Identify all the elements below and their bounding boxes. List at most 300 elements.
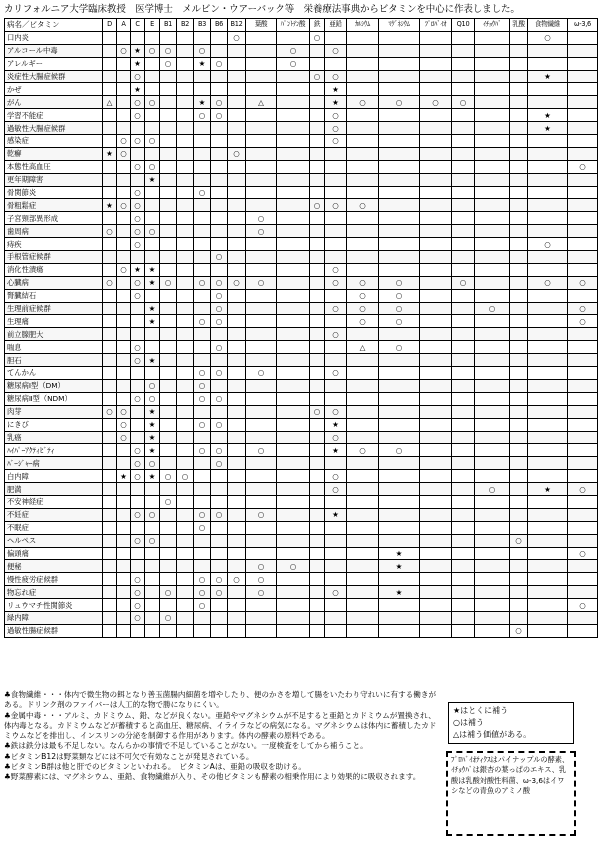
table-cell bbox=[510, 109, 528, 122]
table-cell bbox=[310, 328, 325, 341]
table-cell: ○ bbox=[379, 276, 420, 289]
table-cell: ○ bbox=[177, 470, 194, 483]
table-cell: ○ bbox=[131, 225, 145, 238]
table-cell bbox=[475, 392, 510, 405]
table-cell: ○ bbox=[194, 573, 211, 586]
column-header: ｲﾁｮｳﾊﾞ bbox=[475, 19, 510, 32]
table-cell bbox=[160, 431, 177, 444]
table-cell bbox=[475, 122, 510, 135]
table-cell bbox=[277, 160, 310, 173]
table-row bbox=[5, 599, 598, 612]
table-cell bbox=[528, 57, 568, 70]
table-cell: ★ bbox=[325, 508, 347, 521]
table-cell bbox=[145, 199, 160, 212]
table-cell bbox=[568, 147, 598, 160]
table-cell bbox=[103, 251, 117, 264]
table-cell bbox=[117, 302, 131, 315]
table-cell bbox=[568, 212, 598, 225]
table-cell bbox=[325, 31, 347, 44]
table-cell bbox=[379, 238, 420, 251]
note-iron: ♣鉄は鉄分は最も不足しない。なんらかの事情で不足していることがない。一度検査をしてから補うこと。 bbox=[4, 741, 368, 751]
table-cell bbox=[211, 521, 228, 534]
table-cell bbox=[510, 547, 528, 560]
table-cell bbox=[246, 470, 277, 483]
table-cell bbox=[160, 315, 177, 328]
table-cell: ★ bbox=[145, 418, 160, 431]
table-cell bbox=[420, 624, 452, 637]
condition-name: 物忘れ症 bbox=[5, 586, 103, 599]
table-cell bbox=[510, 599, 528, 612]
table-cell bbox=[310, 444, 325, 457]
table-cell bbox=[177, 354, 194, 367]
table-cell bbox=[103, 122, 117, 135]
table-cell bbox=[528, 135, 568, 148]
table-cell bbox=[310, 521, 325, 534]
table-cell: ○ bbox=[568, 302, 598, 315]
table-cell bbox=[568, 444, 598, 457]
table-cell bbox=[325, 379, 347, 392]
table-cell bbox=[475, 586, 510, 599]
table-cell: ○ bbox=[568, 547, 598, 560]
table-cell bbox=[528, 599, 568, 612]
table-cell: ○ bbox=[452, 276, 475, 289]
table-cell bbox=[228, 199, 246, 212]
table-cell: ○ bbox=[131, 392, 145, 405]
table-cell bbox=[211, 238, 228, 251]
table-cell: ○ bbox=[194, 444, 211, 457]
table-cell bbox=[277, 508, 310, 521]
table-cell bbox=[145, 367, 160, 380]
table-cell bbox=[117, 586, 131, 599]
table-cell bbox=[177, 573, 194, 586]
table-cell bbox=[228, 495, 246, 508]
table-cell bbox=[103, 315, 117, 328]
table-cell bbox=[475, 315, 510, 328]
table-cell bbox=[452, 599, 475, 612]
table-cell bbox=[177, 70, 194, 83]
table-cell: ○ bbox=[211, 276, 228, 289]
table-cell bbox=[452, 508, 475, 521]
table-cell bbox=[228, 599, 246, 612]
table-cell: ○ bbox=[325, 586, 347, 599]
table-cell bbox=[277, 431, 310, 444]
table-cell: ○ bbox=[347, 289, 379, 302]
table-cell bbox=[228, 483, 246, 496]
table-cell bbox=[452, 611, 475, 624]
table-cell bbox=[347, 457, 379, 470]
table-cell bbox=[452, 328, 475, 341]
table-cell bbox=[160, 534, 177, 547]
table-cell bbox=[177, 367, 194, 380]
table-cell bbox=[228, 251, 246, 264]
table-cell bbox=[379, 483, 420, 496]
table-cell bbox=[117, 276, 131, 289]
table-cell bbox=[475, 31, 510, 44]
table-cell bbox=[452, 109, 475, 122]
table-cell bbox=[310, 96, 325, 109]
table-cell bbox=[246, 315, 277, 328]
table-cell bbox=[310, 225, 325, 238]
table-cell bbox=[246, 289, 277, 302]
table-cell bbox=[568, 379, 598, 392]
table-cell bbox=[246, 122, 277, 135]
table-cell bbox=[211, 212, 228, 225]
table-cell bbox=[177, 173, 194, 186]
table-cell: ★ bbox=[528, 122, 568, 135]
table-row bbox=[5, 379, 598, 392]
table-cell bbox=[103, 328, 117, 341]
table-cell: ○ bbox=[131, 199, 145, 212]
table-cell bbox=[347, 147, 379, 160]
table-cell bbox=[103, 573, 117, 586]
table-cell: ○ bbox=[194, 508, 211, 521]
table-cell bbox=[194, 431, 211, 444]
table-cell bbox=[160, 405, 177, 418]
table-cell bbox=[452, 173, 475, 186]
table-cell bbox=[246, 57, 277, 70]
table-cell bbox=[103, 560, 117, 573]
table-cell bbox=[347, 186, 379, 199]
table-cell: ○ bbox=[211, 289, 228, 302]
table-cell bbox=[277, 470, 310, 483]
table-cell bbox=[510, 341, 528, 354]
table-cell: ○ bbox=[117, 418, 131, 431]
table-cell bbox=[103, 57, 117, 70]
table-cell bbox=[325, 341, 347, 354]
table-cell bbox=[277, 599, 310, 612]
table-cell bbox=[211, 560, 228, 573]
table-cell bbox=[103, 109, 117, 122]
table-row bbox=[5, 457, 598, 470]
table-cell: ○ bbox=[325, 483, 347, 496]
table-cell bbox=[160, 444, 177, 457]
table-cell bbox=[277, 186, 310, 199]
table-cell: ○ bbox=[131, 70, 145, 83]
condition-name: 心臓病 bbox=[5, 276, 103, 289]
table-cell bbox=[510, 328, 528, 341]
table-cell bbox=[277, 96, 310, 109]
table-cell bbox=[452, 457, 475, 470]
table-cell bbox=[194, 560, 211, 573]
table-cell bbox=[528, 186, 568, 199]
table-cell bbox=[510, 611, 528, 624]
table-cell bbox=[194, 31, 211, 44]
table-cell bbox=[379, 31, 420, 44]
table-cell bbox=[103, 44, 117, 57]
condition-name: 子宮頸部異形成 bbox=[5, 212, 103, 225]
table-cell: ○ bbox=[325, 431, 347, 444]
table-cell: ○ bbox=[528, 31, 568, 44]
table-cell bbox=[194, 70, 211, 83]
table-cell bbox=[310, 560, 325, 573]
table-cell bbox=[568, 225, 598, 238]
table-cell bbox=[420, 57, 452, 70]
table-cell bbox=[379, 160, 420, 173]
table-cell bbox=[211, 31, 228, 44]
table-cell bbox=[452, 57, 475, 70]
condition-name: 手根管症候群 bbox=[5, 251, 103, 264]
table-cell bbox=[420, 225, 452, 238]
table-cell bbox=[228, 173, 246, 186]
table-cell: ○ bbox=[131, 444, 145, 457]
table-cell bbox=[568, 186, 598, 199]
table-cell bbox=[568, 135, 598, 148]
table-cell bbox=[325, 57, 347, 70]
table-cell: ○ bbox=[211, 109, 228, 122]
table-row bbox=[5, 135, 598, 148]
table-cell bbox=[452, 31, 475, 44]
table-cell bbox=[160, 225, 177, 238]
table-cell bbox=[277, 483, 310, 496]
table-cell bbox=[177, 328, 194, 341]
table-cell bbox=[420, 560, 452, 573]
table-cell bbox=[568, 457, 598, 470]
table-cell bbox=[246, 611, 277, 624]
table-cell: ○ bbox=[228, 31, 246, 44]
table-cell bbox=[379, 495, 420, 508]
table-cell bbox=[452, 225, 475, 238]
table-cell bbox=[475, 96, 510, 109]
table-cell bbox=[177, 483, 194, 496]
table-cell bbox=[177, 341, 194, 354]
table-cell bbox=[277, 495, 310, 508]
table-cell bbox=[379, 225, 420, 238]
table-cell bbox=[160, 238, 177, 251]
table-cell: ○ bbox=[145, 135, 160, 148]
condition-name: かぜ bbox=[5, 83, 103, 96]
table-cell bbox=[160, 508, 177, 521]
table-cell bbox=[228, 135, 246, 148]
table-row bbox=[5, 586, 598, 599]
table-cell bbox=[277, 328, 310, 341]
table-cell bbox=[160, 302, 177, 315]
table-cell: ○ bbox=[211, 57, 228, 70]
table-cell bbox=[510, 444, 528, 457]
table-cell bbox=[568, 83, 598, 96]
condition-name: てんかん bbox=[5, 367, 103, 380]
table-cell bbox=[145, 109, 160, 122]
table-cell bbox=[160, 212, 177, 225]
table-cell bbox=[510, 173, 528, 186]
table-cell bbox=[277, 276, 310, 289]
table-cell: ○ bbox=[131, 457, 145, 470]
table-cell bbox=[568, 586, 598, 599]
table-cell bbox=[103, 83, 117, 96]
table-cell bbox=[420, 457, 452, 470]
table-cell bbox=[452, 186, 475, 199]
table-cell: ○ bbox=[194, 418, 211, 431]
table-cell: ○ bbox=[228, 147, 246, 160]
table-cell bbox=[117, 122, 131, 135]
table-cell bbox=[379, 418, 420, 431]
table-cell bbox=[310, 573, 325, 586]
table-cell bbox=[177, 457, 194, 470]
table-cell: ○ bbox=[194, 44, 211, 57]
table-cell bbox=[347, 599, 379, 612]
condition-name: 不妊症 bbox=[5, 508, 103, 521]
table-cell bbox=[277, 70, 310, 83]
table-cell bbox=[117, 508, 131, 521]
table-cell bbox=[177, 135, 194, 148]
table-cell bbox=[347, 573, 379, 586]
table-cell bbox=[160, 560, 177, 573]
table-cell bbox=[246, 354, 277, 367]
table-cell: ○ bbox=[568, 315, 598, 328]
table-cell bbox=[103, 160, 117, 173]
table-cell: ○ bbox=[160, 44, 177, 57]
table-cell bbox=[246, 173, 277, 186]
table-cell bbox=[452, 341, 475, 354]
table-cell bbox=[117, 225, 131, 238]
table-cell: ○ bbox=[379, 302, 420, 315]
table-cell bbox=[475, 160, 510, 173]
table-cell bbox=[211, 611, 228, 624]
table-cell bbox=[510, 289, 528, 302]
table-cell bbox=[117, 457, 131, 470]
table-cell: ○ bbox=[131, 586, 145, 599]
table-cell: ○ bbox=[452, 96, 475, 109]
table-cell bbox=[310, 611, 325, 624]
table-cell bbox=[379, 199, 420, 212]
note-enzyme: ♣野菜酵素には、マグネシウム、亜鉛、食物繊維が入り、その他ビタミンも酵素の相乗作用により効果的に吸収されます。 bbox=[4, 772, 421, 782]
table-cell bbox=[568, 263, 598, 276]
table-cell bbox=[510, 560, 528, 573]
table-cell bbox=[452, 70, 475, 83]
column-header: 亜鉛 bbox=[325, 19, 347, 32]
condition-name: ﾊｲﾊﾟｰｱｸﾃｨﾋﾞﾃｨ bbox=[5, 444, 103, 457]
table-cell bbox=[528, 341, 568, 354]
table-cell bbox=[452, 44, 475, 57]
table-row bbox=[5, 573, 598, 586]
condition-name: 腎臓結石 bbox=[5, 289, 103, 302]
table-cell bbox=[528, 392, 568, 405]
table-cell bbox=[246, 599, 277, 612]
table-cell: ○ bbox=[277, 44, 310, 57]
table-cell: ○ bbox=[145, 392, 160, 405]
condition-name: 前立腺肥大 bbox=[5, 328, 103, 341]
table-cell bbox=[379, 44, 420, 57]
table-cell: ○ bbox=[160, 276, 177, 289]
table-cell bbox=[510, 186, 528, 199]
table-cell bbox=[452, 547, 475, 560]
table-cell bbox=[211, 83, 228, 96]
table-cell bbox=[131, 560, 145, 573]
table-cell bbox=[145, 341, 160, 354]
table-row bbox=[5, 405, 598, 418]
table-cell bbox=[420, 186, 452, 199]
table-cell bbox=[194, 83, 211, 96]
table-cell: ○ bbox=[211, 302, 228, 315]
table-cell bbox=[379, 70, 420, 83]
table-cell bbox=[310, 534, 325, 547]
table-row bbox=[5, 276, 598, 289]
table-cell bbox=[310, 302, 325, 315]
table-cell bbox=[228, 534, 246, 547]
table-cell bbox=[131, 31, 145, 44]
condition-name: 不安神経症 bbox=[5, 495, 103, 508]
table-cell: ○ bbox=[246, 573, 277, 586]
table-cell bbox=[228, 392, 246, 405]
table-cell bbox=[528, 560, 568, 573]
table-cell bbox=[310, 109, 325, 122]
table-cell bbox=[228, 560, 246, 573]
table-cell: ○ bbox=[131, 508, 145, 521]
table-cell bbox=[277, 212, 310, 225]
table-cell bbox=[420, 251, 452, 264]
table-cell: ○ bbox=[194, 109, 211, 122]
note-metal: ♣金属中毒・・・アルミ、カドミウム、鉛、などが良くない。亜鉛やマグネシウムが不足すると亜鉛とカドミウムが置換され、体内毒となる。カドミウムなどが蓄積すると高血圧、糖尿病、イライラなどの病気になる。マグネシウムは体内に蓄積したカドミウムなどを排出し、インスリンの分泌を制御する作用があります。体内の酵素の原料である。 bbox=[4, 710, 437, 741]
condition-name: 本態性高血圧 bbox=[5, 160, 103, 173]
table-cell bbox=[211, 147, 228, 160]
condition-name: 炎症性大腸症候群 bbox=[5, 70, 103, 83]
table-cell bbox=[528, 586, 568, 599]
table-cell: ○ bbox=[246, 212, 277, 225]
column-header: 乳酸 bbox=[510, 19, 528, 32]
table-cell bbox=[246, 186, 277, 199]
table-row bbox=[5, 109, 598, 122]
table-row bbox=[5, 212, 598, 225]
table-cell: ★ bbox=[131, 57, 145, 70]
table-cell: ○ bbox=[347, 276, 379, 289]
table-cell bbox=[117, 57, 131, 70]
table-cell bbox=[420, 392, 452, 405]
table-cell bbox=[160, 483, 177, 496]
table-cell bbox=[177, 611, 194, 624]
table-row bbox=[5, 289, 598, 302]
table-cell bbox=[379, 508, 420, 521]
table-cell bbox=[420, 44, 452, 57]
table-cell bbox=[246, 547, 277, 560]
table-row bbox=[5, 173, 598, 186]
table-cell bbox=[177, 315, 194, 328]
table-cell bbox=[420, 238, 452, 251]
table-row bbox=[5, 263, 598, 276]
table-cell: ○ bbox=[277, 57, 310, 70]
table-cell bbox=[325, 147, 347, 160]
table-cell bbox=[310, 508, 325, 521]
table-cell bbox=[177, 83, 194, 96]
table-cell bbox=[420, 418, 452, 431]
table-cell bbox=[452, 354, 475, 367]
condition-name: 生理痛 bbox=[5, 315, 103, 328]
table-cell bbox=[452, 521, 475, 534]
table-cell bbox=[420, 328, 452, 341]
table-cell bbox=[347, 122, 379, 135]
legend-triangle: △は補う価値がある。 bbox=[453, 730, 532, 739]
table-cell bbox=[452, 431, 475, 444]
table-cell bbox=[510, 225, 528, 238]
table-header-row bbox=[5, 19, 598, 32]
table-cell bbox=[103, 263, 117, 276]
table-cell bbox=[420, 508, 452, 521]
table-cell: ○ bbox=[568, 483, 598, 496]
table-cell bbox=[379, 534, 420, 547]
table-cell bbox=[228, 379, 246, 392]
table-cell bbox=[277, 302, 310, 315]
document-title: カリフォルニア大学臨床教授 医学博士 メルビン・ウアーバック等 栄養療法事典からビタミンを中心に作表しました。 bbox=[4, 4, 520, 15]
table-cell bbox=[228, 212, 246, 225]
condition-name: 感染症 bbox=[5, 135, 103, 148]
table-cell bbox=[103, 444, 117, 457]
table-cell bbox=[347, 508, 379, 521]
table-cell bbox=[325, 289, 347, 302]
table-cell bbox=[246, 263, 277, 276]
table-cell: ★ bbox=[194, 57, 211, 70]
table-cell: ○ bbox=[475, 483, 510, 496]
table-cell bbox=[194, 212, 211, 225]
table-cell bbox=[420, 31, 452, 44]
table-cell bbox=[194, 122, 211, 135]
